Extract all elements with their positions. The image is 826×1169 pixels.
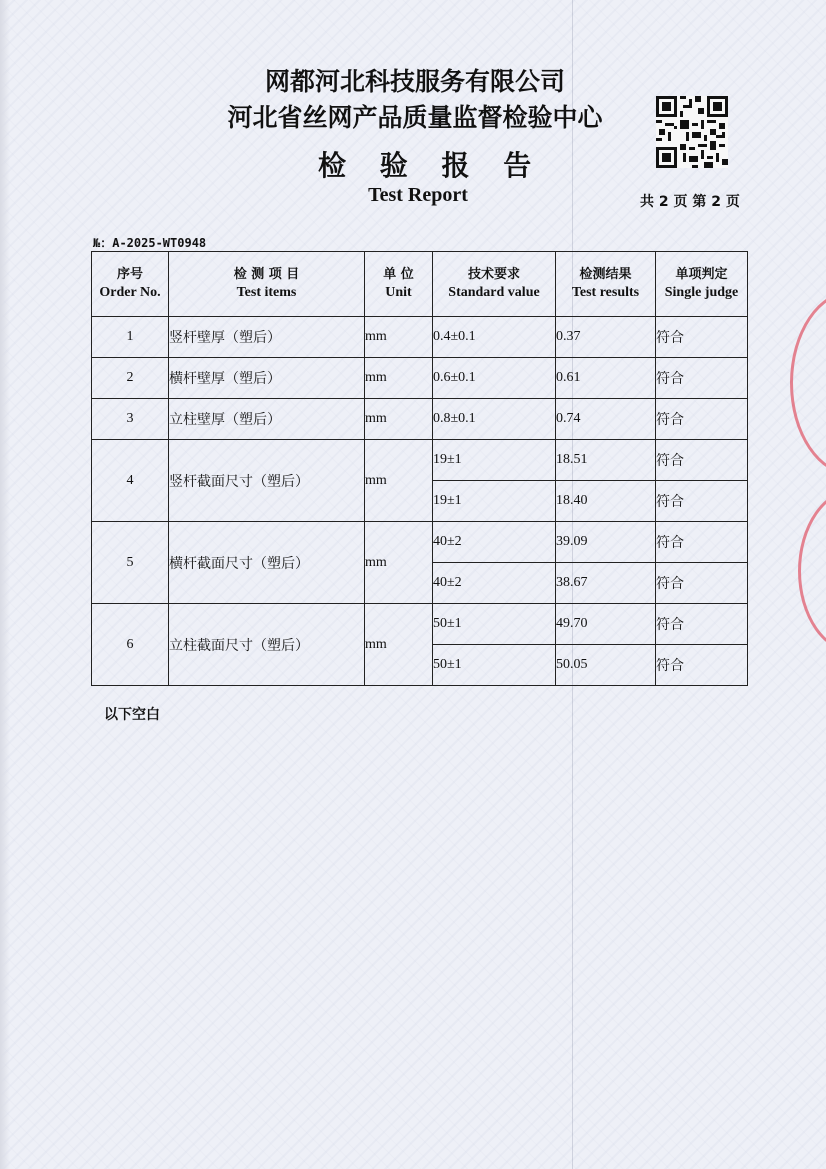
- standard-value: 50±1: [433, 604, 556, 645]
- standard-value: 40±2: [433, 522, 556, 563]
- standard-value: 0.6±0.1: [433, 358, 556, 399]
- judge: 符合: [656, 522, 748, 563]
- report-title-en: Test Report: [368, 184, 468, 206]
- test-item: 竖杆截面尺寸（塑后）: [169, 440, 365, 522]
- judge: 符合: [656, 481, 748, 522]
- judge: 符合: [656, 604, 748, 645]
- report-number: №：A-2025-WT0948: [93, 236, 207, 250]
- test-result: 49.70: [556, 604, 656, 645]
- order-no: 2: [92, 358, 169, 399]
- test-item: 立柱截面尺寸（塑后）: [169, 604, 365, 686]
- order-no: 5: [92, 522, 169, 604]
- test-result: 18.51: [556, 440, 656, 481]
- test-result: 0.37: [556, 317, 656, 358]
- qr-code-icon: [656, 96, 728, 168]
- standard-value: 40±2: [433, 563, 556, 604]
- test-result: 0.61: [556, 358, 656, 399]
- order-no: 3: [92, 399, 169, 440]
- results-table: [91, 251, 748, 686]
- company-name: 网都河北科技服务有限公司: [264, 67, 565, 96]
- test-item: 横杆壁厚（塑后）: [169, 358, 365, 399]
- header-order-no: 序号 Order No.: [92, 252, 169, 317]
- inspection-center-name: 河北省丝网产品质量监督检验中心: [227, 103, 603, 132]
- order-no: 1: [92, 317, 169, 358]
- test-item: 立柱壁厚（塑后）: [169, 399, 365, 440]
- test-result: 39.09: [556, 522, 656, 563]
- test-item: 横杆截面尺寸（塑后）: [169, 522, 365, 604]
- standard-value: 19±1: [433, 440, 556, 481]
- judge: 符合: [656, 399, 748, 440]
- unit: mm: [365, 399, 433, 440]
- header-standard-value: 技术要求 Standard value: [433, 252, 556, 317]
- table-row: [92, 317, 748, 358]
- judge: 符合: [656, 645, 748, 686]
- unit: mm: [365, 317, 433, 358]
- page-indicator: 共 2 页 第 2 页: [640, 194, 740, 210]
- test-result: 50.05: [556, 645, 656, 686]
- unit: mm: [365, 604, 433, 686]
- header-single-judge: 单项判定 Single judge: [656, 252, 748, 317]
- standard-value: 50±1: [433, 645, 556, 686]
- unit: mm: [365, 440, 433, 522]
- test-result: 38.67: [556, 563, 656, 604]
- test-result: 18.40: [556, 481, 656, 522]
- unit: mm: [365, 358, 433, 399]
- order-no: 6: [92, 604, 169, 686]
- standard-value: 0.4±0.1: [433, 317, 556, 358]
- table-row: [92, 604, 748, 645]
- judge: 符合: [656, 563, 748, 604]
- table-header-row: [92, 252, 748, 317]
- standard-value: 0.8±0.1: [433, 399, 556, 440]
- table-row: [92, 399, 748, 440]
- judge: 符合: [656, 358, 748, 399]
- page-edge-shadow: [0, 0, 10, 1169]
- order-no: 4: [92, 440, 169, 522]
- header-test-items: 检 测 项 目 Test items: [169, 252, 365, 317]
- blank-below-note: 以下空白: [104, 707, 160, 723]
- test-item: 竖杆壁厚（塑后）: [169, 317, 365, 358]
- judge: 符合: [656, 440, 748, 481]
- judge: 符合: [656, 317, 748, 358]
- standard-value: 19±1: [433, 481, 556, 522]
- header-unit: 单 位 Unit: [365, 252, 433, 317]
- table-row: [92, 440, 748, 481]
- table-row: [92, 522, 748, 563]
- header-test-results: 检测结果 Test results: [556, 252, 656, 317]
- table-row: [92, 358, 748, 399]
- report-title-cn: 检 验 报 告: [318, 149, 544, 182]
- test-result: 0.74: [556, 399, 656, 440]
- unit: mm: [365, 522, 433, 604]
